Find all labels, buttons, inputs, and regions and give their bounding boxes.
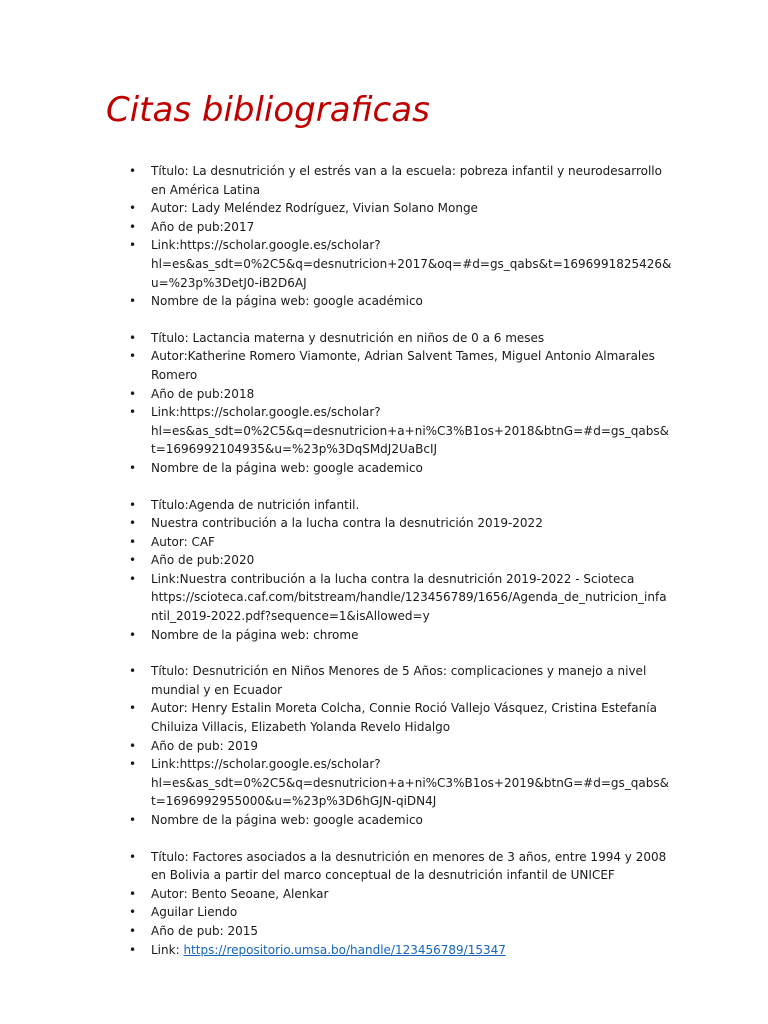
bullet-icon: • <box>129 757 137 772</box>
bullet-icon: • <box>129 923 137 938</box>
bullet-icon: • <box>129 942 137 957</box>
citation-4 <box>0 662 768 829</box>
citation-1-website: • Nombre de la página web: google académico <box>0 292 768 311</box>
citation-3-subtitle: • Nuestra contribución a la lucha contra la desnutrición 2019-2022 <box>0 514 768 533</box>
repository-link[interactable]: https://repositorio.umsa.bo/handle/123456789/15347 <box>183 942 506 957</box>
bullet-icon: • <box>129 553 137 568</box>
bullet-icon: • <box>129 201 137 216</box>
citation-3-title: • Título:Agenda de nutrición infantil. <box>0 496 768 515</box>
document-title: Citas bibliograficas <box>106 90 430 130</box>
bullet-icon: • <box>129 349 137 364</box>
citation-3-year: • Año de pub:2020 <box>0 551 768 570</box>
bullet-icon: • <box>129 219 137 234</box>
link-label: Link: <box>151 942 184 957</box>
bullet-icon: • <box>129 516 137 531</box>
citation-2-author: • Autor:Katherine Romero Viamonte, Adrian Salvent Tames, Miguel Antonio Almarales Romero <box>129 349 655 382</box>
bullet-icon: • <box>129 294 137 309</box>
citation-5-title: • Título: Factores asociados a la desnutrición en menores de 3 años, entre 1994 y 2008 en Bolivia a partir del marco conceptual de la desnutrición infantil de UNICEF <box>129 849 667 883</box>
citations-list <box>0 162 768 977</box>
citation-2 <box>0 329 768 478</box>
citation-2-year: • Año de pub:2018 <box>0 385 768 404</box>
citation-1-link: • Link:https://scholar.google.es/scholar?hl=es&as_sdt=0%2C5&q=desnutricion+2017&oq=#d=gs_qabs&t=1696991825426&u=%23p%3DetJ0-iB2D6AJ <box>129 238 672 290</box>
citation-5-link <box>0 941 768 960</box>
bullet-icon: • <box>129 330 137 345</box>
bullet-icon: • <box>129 164 137 178</box>
bullet-icon: • <box>129 534 137 549</box>
citation-5-author: • Autor: Bento Seoane, Alenkar <box>0 885 768 904</box>
bullet-icon: • <box>129 627 137 642</box>
citation-5-author-continued: • Aguilar Liendo <box>0 903 768 922</box>
citation-5-year: • Año de pub: 2015 <box>0 922 768 941</box>
bullet-icon: • <box>129 238 137 253</box>
bullet-icon: • <box>129 386 137 401</box>
citation-2-website: • Nombre de la página web: google academico <box>0 459 768 478</box>
citation-3-website: • Nombre de la página web: chrome <box>0 626 768 645</box>
citation-1-author: • Autor: Lady Meléndez Rodríguez, Vivian Solano Monge <box>0 199 768 218</box>
bullet-icon: • <box>129 905 137 920</box>
citation-2-title: • Título: Lactancia materna y desnutrición en niños de 0 a 6 meses <box>0 329 768 348</box>
bullet-icon: • <box>129 738 137 753</box>
bullet-icon: • <box>129 405 137 420</box>
citation-4-year: • Año de pub: 2019 <box>0 737 768 756</box>
bullet-icon: • <box>129 571 137 586</box>
citation-4-title: • Título: Desnutrición en Niños Menores de 5 Años: complicaciones y manejo a nivel mundial y en Ecuador <box>129 664 647 697</box>
bullet-icon: • <box>129 886 137 901</box>
citation-1 <box>0 162 768 311</box>
citation-4-link: • Link:https://scholar.google.es/scholar?hl=es&as_sdt=0%2C5&q=desnutricion+a+ni%C3%B1os+2019&btnG=#d=gs_qabs&t=1696992955000&u=%23p%3D6hGJN-qiDN4J <box>129 757 669 809</box>
citation-2-link: • Link:https://scholar.google.es/scholar?hl=es&as_sdt=0%2C5&q=desnutricion+a+ni%C3%B1os+2018&btnG=#d=gs_qabs&t=1696992104935&u=%23p%3DqSMdJ2UaBcIJ <box>129 405 669 457</box>
citation-3-author: • Autor: CAF <box>0 533 768 552</box>
citation-1-year: • Año de pub:2017 <box>0 218 768 237</box>
citation-5 <box>0 848 768 960</box>
citation-4-author: • Autor: Henry Estalin Moreta Colcha, Connie Roció Vallejo Vásquez, Cristina Estefanía Chiluiza Villacis, Elizabeth Yolanda Revelo Hidalgo <box>129 701 657 735</box>
citation-1-title: • Título: La desnutrición y el estrés van a la escuela: pobreza infantil y neurodesarrollo en América Latina <box>129 164 662 197</box>
citation-4-website: • Nombre de la página web: google academico <box>0 811 768 830</box>
bullet-icon: • <box>129 664 137 679</box>
bullet-icon: • <box>129 497 137 512</box>
bullet-icon: • <box>129 460 137 475</box>
bullet-icon: • <box>129 701 137 716</box>
bullet-icon: • <box>129 813 137 827</box>
bullet-icon: • <box>129 849 137 864</box>
citation-3-link: • Link:Nuestra contribución a la lucha contra la desnutrición 2019-2022 - Scioteca https://scioteca.caf.com/bitstream/handle/123456789/1656/Agenda_de_nutricion_infantil_2019-2022.pdf?sequence=1&isAllowed=y <box>129 571 667 624</box>
citation-3 <box>0 496 768 645</box>
